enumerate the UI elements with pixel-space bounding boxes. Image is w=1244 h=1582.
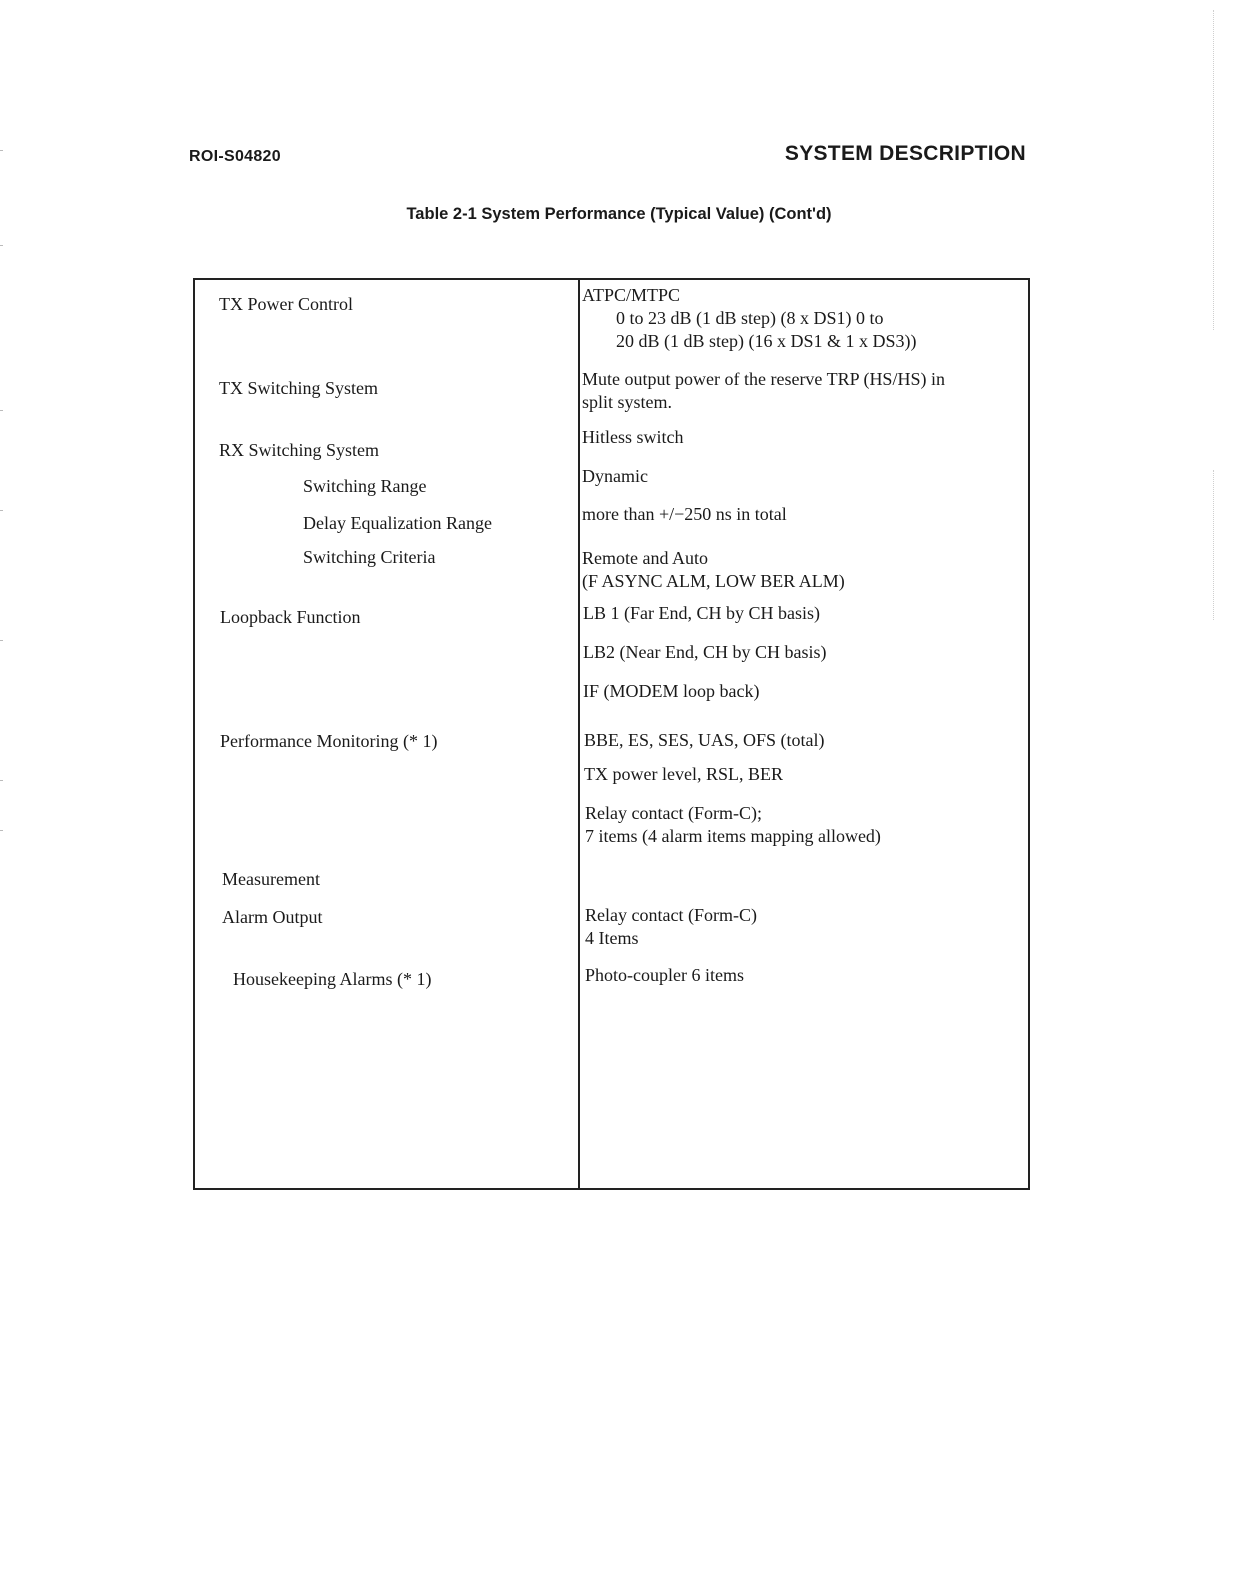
value-relay-contact-2	[585, 904, 757, 950]
scan-tick	[0, 410, 3, 411]
label-switching-range: Switching Range	[303, 476, 427, 496]
value-relay2-line2: 4 Items	[585, 928, 639, 948]
label-performance-monitoring: Performance Monitoring (* 1)	[220, 731, 438, 751]
value-atpc-line1: 0 to 23 dB (1 dB step) (8 x DS1) 0 to	[616, 308, 884, 328]
value-tx-power-control	[582, 284, 917, 353]
value-criteria-line1: Remote and Auto	[582, 548, 708, 568]
table-caption: Table 2-1 System Performance (Typical Value) (Cont'd)	[406, 205, 832, 223]
value-tx-switching-system	[582, 368, 945, 414]
column-divider	[578, 278, 580, 1190]
label-measurement: Measurement	[222, 869, 320, 889]
value-delay-range: more than +/−250 ns in total	[582, 504, 787, 524]
value-relay2-line1: Relay contact (Form-C)	[585, 905, 757, 925]
value-relay1-line2: 7 items (4 alarm items mapping allowed)	[585, 826, 881, 846]
scan-tick	[0, 830, 3, 831]
value-relay-contact-1	[585, 802, 881, 848]
value-photo-coupler: Photo-coupler 6 items	[585, 965, 744, 985]
value-criteria-line2: (F ASYNC ALM, LOW BER ALM)	[582, 571, 845, 591]
value-lb2: LB2 (Near End, CH by CH basis)	[583, 642, 827, 662]
section-title: SYSTEM DESCRIPTION	[784, 142, 1026, 165]
scan-edge-upper	[1213, 10, 1214, 330]
value-hitless-switch: Hitless switch	[582, 427, 684, 447]
value-measurement: TX power level, RSL, BER	[584, 764, 783, 784]
scan-tick	[0, 780, 3, 781]
value-mute-line1: Mute output power of the reserve TRP (HS/HS) in	[582, 369, 945, 389]
value-performance-monitoring: BBE, ES, SES, UAS, OFS (total)	[584, 730, 825, 750]
value-atpc-line2: 20 dB (1 dB step) (16 x DS1 & 1 x DS3))	[616, 331, 917, 351]
label-tx-switching-system: TX Switching System	[219, 378, 379, 398]
value-atpc-title: ATPC/MTPC	[582, 285, 681, 305]
label-housekeeping-alarms: Housekeeping Alarms (* 1)	[233, 969, 432, 989]
label-switching-criteria: Switching Criteria	[303, 547, 436, 567]
value-dynamic: Dynamic	[582, 466, 648, 486]
scan-edge-lower	[1213, 470, 1214, 620]
scan-tick	[0, 245, 3, 246]
label-rx-switching-system: RX Switching System	[219, 440, 380, 460]
label-tx-power-control: TX Power Control	[219, 294, 353, 314]
scan-tick	[0, 510, 3, 511]
value-switching-criteria	[582, 547, 845, 593]
scan-tick	[0, 640, 3, 641]
value-if-loopback: IF (MODEM loop back)	[583, 681, 760, 701]
value-mute-line2: split system.	[582, 392, 673, 412]
scan-tick	[0, 150, 3, 151]
value-lb1: LB 1 (Far End, CH by CH basis)	[583, 603, 820, 623]
label-alarm-output: Alarm Output	[222, 907, 323, 927]
value-relay1-line1: Relay contact (Form-C);	[585, 803, 762, 823]
label-loopback-function: Loopback Function	[220, 607, 361, 627]
document-id: ROI-S04820	[189, 148, 281, 165]
label-delay-equalization-range: Delay Equalization Range	[303, 513, 492, 533]
